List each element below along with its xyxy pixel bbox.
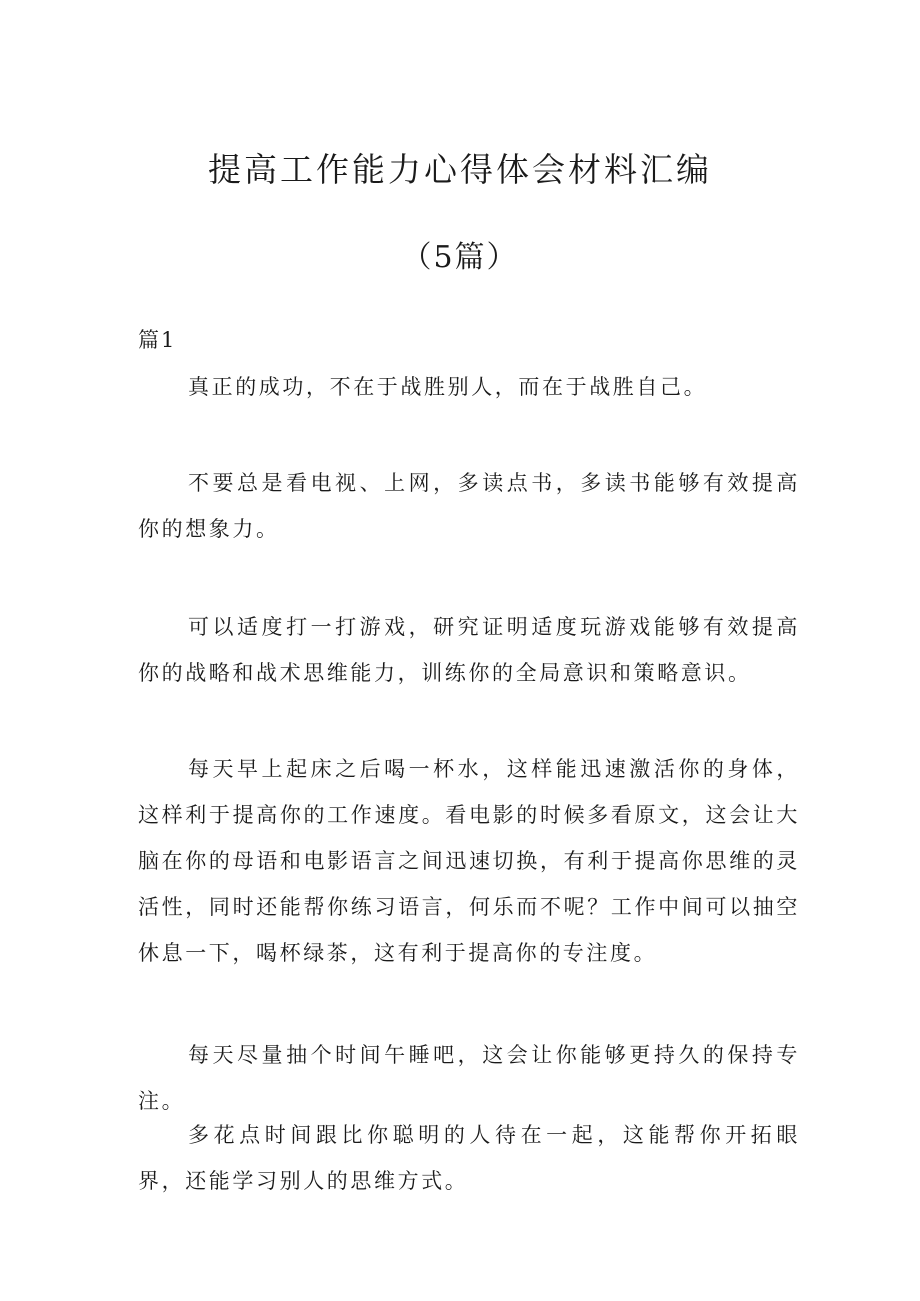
section-label: 篇1 xyxy=(138,328,177,352)
document-subtitle: （5篇） xyxy=(401,240,519,275)
paragraph-2: 不要总是看电视、上网，多读点书，多读书能够有效提高你的想象力。 xyxy=(138,471,800,541)
paragraph-1: 真正的成功，不在于战胜别人，而在于战胜自己。 xyxy=(188,375,708,399)
paragraph-4: 每天早上起床之后喝一杯水，这样能迅速激活你的身体，这样利于提高你的工作速度。看电影的时候多看原文，这会让大脑在你的母语和电影语言之间迅速切换，有利于提高你思维的灵活性，同时还能帮你练习语言，何乐而不呢？工作中间可以抽空休息一下，喝杯绿茶，这有利于提高你的专注度。 xyxy=(138,757,800,965)
document-title: 提高工作能力心得体会材料汇编 xyxy=(208,150,712,189)
paragraph-6: 多花点时间跟比你聪明的人待在一起，这能帮你开拓眼界，还能学习别人的思维方式。 xyxy=(138,1123,800,1193)
paragraph-5: 每天尽量抽个时间午睡吧，这会让你能够更持久的保持专注。 xyxy=(138,1043,800,1113)
paragraph-3: 可以适度打一打游戏，研究证明适度玩游戏能够有效提高你的战略和战术思维能力，训练你的全局意识和策略意识。 xyxy=(138,615,800,685)
